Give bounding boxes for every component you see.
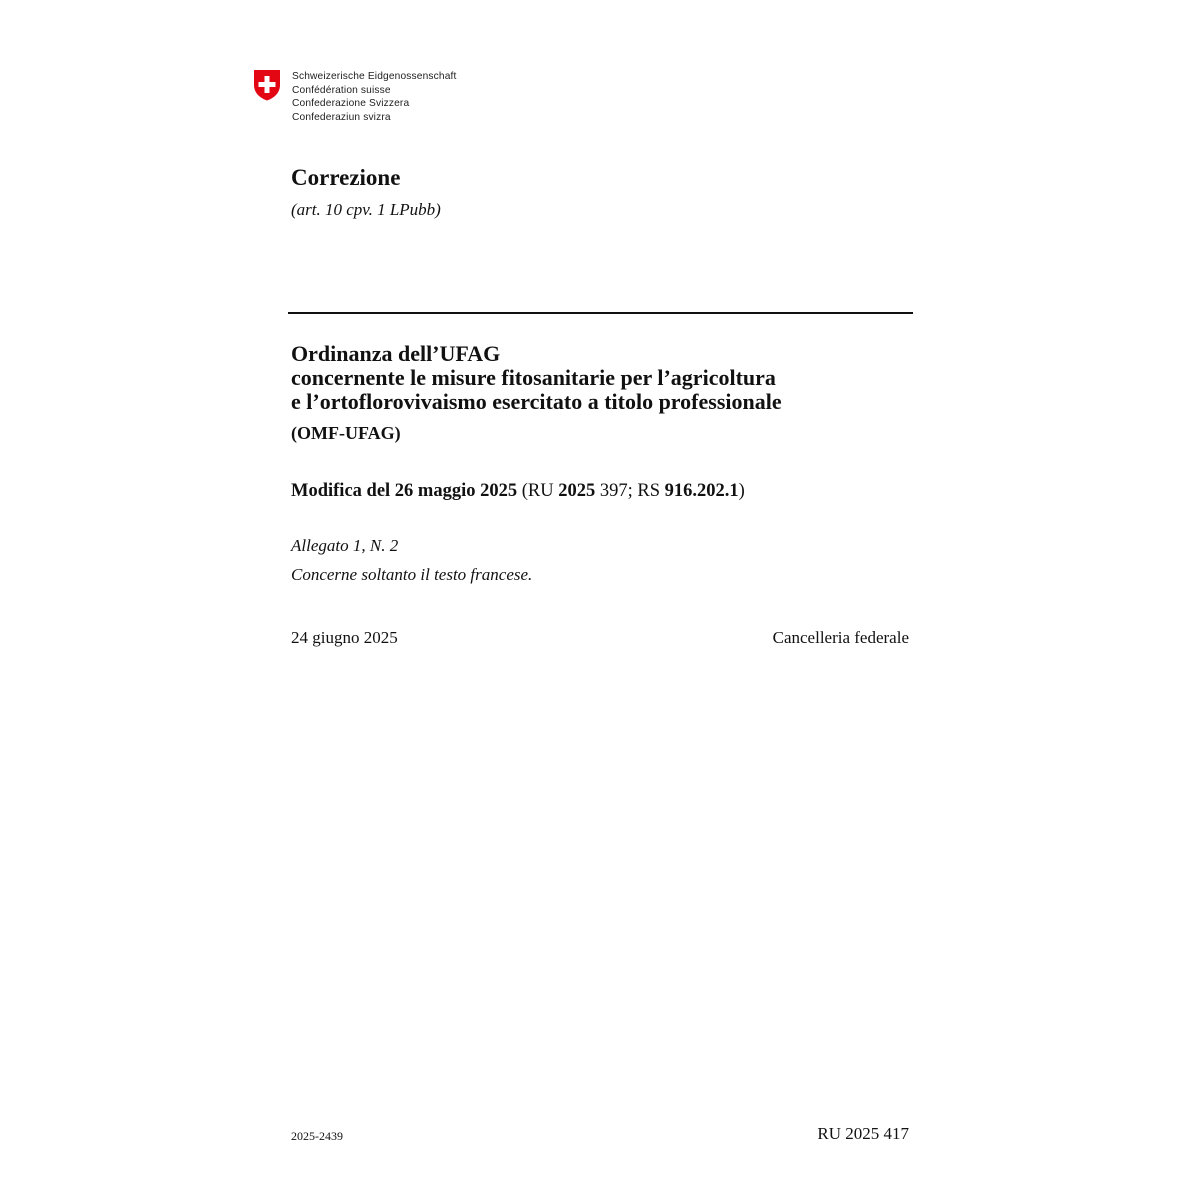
confederation-name-de: Schweizerische Eidgenossenschaft: [292, 71, 457, 82]
footer-document-number: 2025-2439: [291, 1129, 343, 1143]
confederation-names: [292, 70, 457, 124]
ordinance-abbreviation: (OMF-UFAG): [291, 423, 401, 443]
ru-number: 397; RS: [595, 481, 665, 501]
modification-label: Modifica del 26 maggio 2025: [291, 481, 518, 501]
swiss-cross-shield-icon: [252, 69, 282, 101]
legal-reference: (art. 10 cpv. 1 LPubb): [291, 200, 441, 219]
confederation-name-fr: Confédération suisse: [292, 84, 391, 96]
ordinance-title: [291, 342, 782, 414]
annex-block: [291, 531, 532, 589]
modification-close: ): [738, 481, 745, 501]
title-line-1: Ordinanza dell’UFAG: [291, 341, 501, 366]
footer-official-reference: RU 2025 417: [817, 1124, 909, 1143]
modification-open: (RU: [517, 481, 559, 501]
title-line-2: concernente le misure fitosanitarie per l’agricoltura: [291, 365, 776, 390]
confederation-name-it: Confederazione Svizzera: [292, 98, 410, 110]
annex-note: Concerne soltanto il testo francese.: [291, 565, 533, 584]
annex-reference: Allegato 1, N. 2: [291, 536, 399, 555]
title-line-3: e l’ortoflorovivaismo esercitato a titolo professionale: [291, 389, 782, 414]
modification-line: [291, 481, 745, 502]
issuing-authority: Cancelleria federale: [772, 628, 909, 647]
confederation-name-rm: Confederaziun svizra: [292, 111, 391, 123]
ru-year: 2025: [558, 481, 596, 501]
rs-number: 916.202.1: [664, 481, 739, 501]
publication-date: 24 giugno 2025: [291, 628, 398, 647]
document-type-heading: Correzione: [291, 165, 401, 190]
horizontal-rule: [288, 312, 913, 314]
